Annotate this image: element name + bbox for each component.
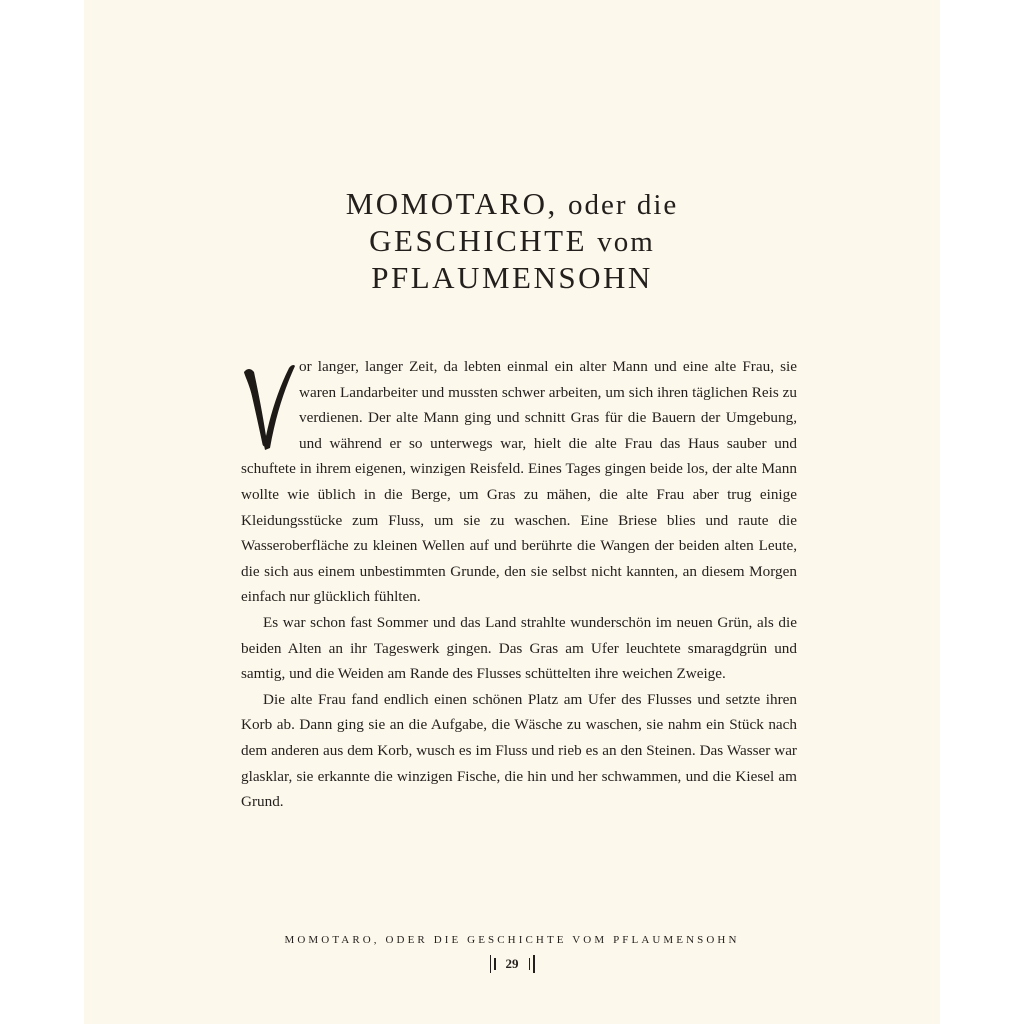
chapter-title: [84, 186, 940, 296]
paragraph-3: Die alte Frau fand endlich einen schönen Platz am Ufer des Flusses und setzte ihren Korb ab. Dann ging sie an die Aufgabe, die Wäsche zu waschen, sie nahm ein Stück nach dem anderen aus dem Korb, wusch es im Fluss und rieb es an den Steinen. Das Wasser war glasklar, sie erkannte die winzigen Fische, die hin und her schwammen, und die Kiesel am Grund.: [241, 690, 797, 811]
page-folio: [84, 953, 940, 975]
drop-cap: [241, 358, 299, 454]
book-page: [84, 0, 940, 1024]
title-line-3: PFLAUMENSOHN: [371, 260, 653, 295]
folio-bars-right-icon: [529, 955, 535, 973]
paragraph-1: or langer, langer Zeit, da lebten einmal ein alter Mann und eine alte Frau, sie waren Landarbeiter und mussten schwer arbeiten, um sich ihren täglichen Reis zu verdienen. Der alte Mann ging und schnitt Gras für die Bauern der Umgebung, und während er so unterwegs war, hielt die alte Frau das Haus sauber und schuftete in ihrem eigenen, winzigen Reisfeld. Eines Tages gingen beide los, der alte Mann wollte wie üblich in die Berge, um Gras zu mähen, die alte Frau aber trug einige Kleidungsstücke zum Fluss, um sie zu waschen. Eine Briese blies und raute die Wasseroberfläche zu kleinen Wellen auf und berührte die Wangen der beiden alten Leute, die sich aus einem unbestimmten Grunde, den sie selbst nicht kannten, an diesem Morgen einfach nur glücklich fühlten.: [241, 358, 797, 606]
page-number: 29: [505, 956, 519, 971]
title-line-2: GESCHICHTE vom: [369, 223, 655, 258]
title-line-1: MOMOTARO, oder die: [345, 186, 679, 221]
folio-bars-left-icon: [490, 955, 496, 973]
drop-cap-v-glyph: [241, 358, 299, 454]
chapter-body: [241, 354, 797, 815]
paragraph-2: Es war schon fast Sommer und das Land strahlte wunderschön im neuen Grün, als die beiden Alten an ihr Tageswerk gingen. Das Gras am Ufer leuchtete smaragdgrün und samtig, und die Weiden am Rande des Flusses schüttelten ihre weichen Zweige.: [241, 613, 797, 683]
running-footer: MOMOTARO, ODER DIE GESCHICHTE VOM PFLAUMENSOHN: [284, 934, 740, 946]
